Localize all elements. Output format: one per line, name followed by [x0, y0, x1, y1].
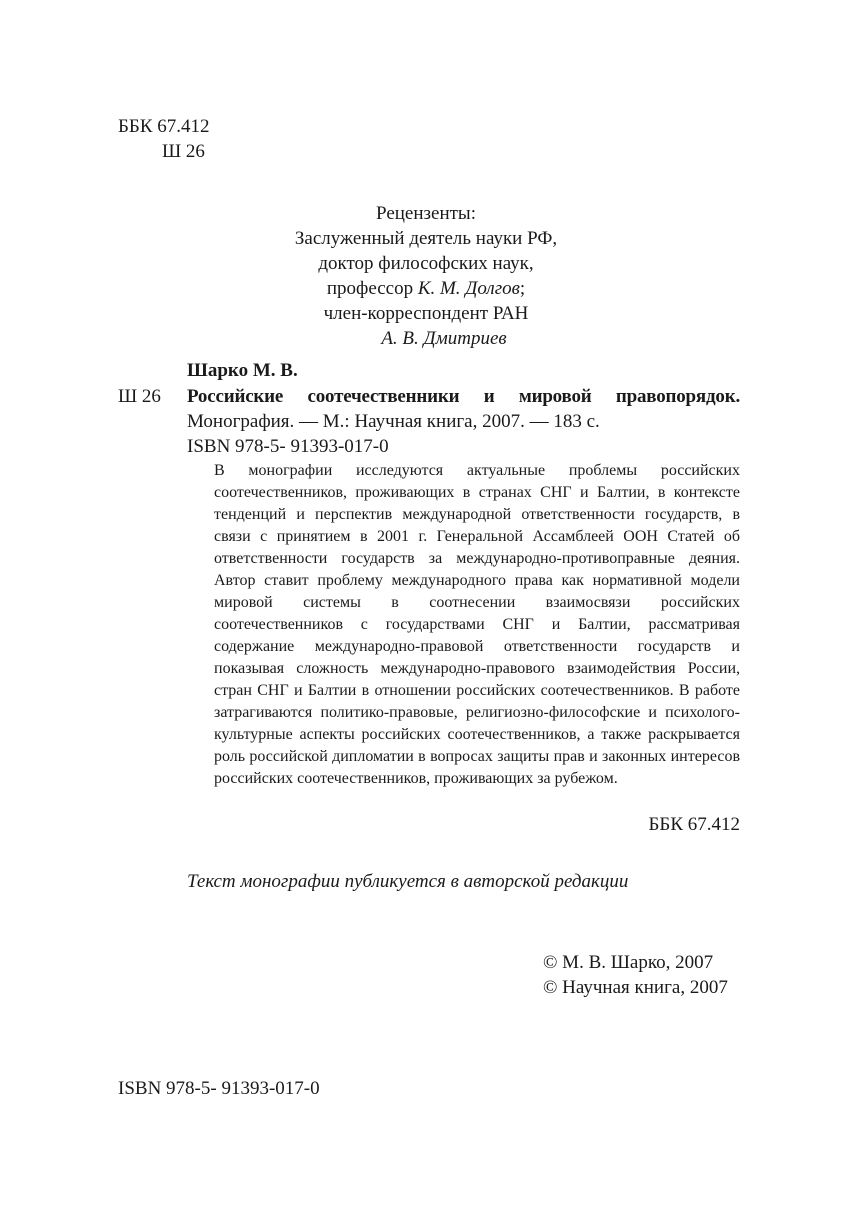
reviewer-1-prefix: профессор — [326, 278, 418, 299]
abstract: В монографии исследуются актуальные проблемы российских соотечественников, проживающих в странах СНГ и Балтии, в контексте тенденций и перспектив международной ответственности государств, в связи с принятием в 2001 г. Генеральной Ассамблеей ООН Статей об ответственности государств за международно-противоправные деяния. Автор ставит проблему международного права как нормативной модели мировой системы в соотнесении взаимосвязи российских соотечественников с государствами СНГ и Балтии, рассматривая содержание международно-правовой ответственности государств и показывая сложность международно-правового взаимодействия России, стран СНГ и Балтии в отношении российских соотечественников. В работе затрагиваются политико-правовые, религиозно-философские и психолого-культурные аспекты российских соотечественников, а также раскрывается роль российской дипломатии в вопросах защиты прав и законных интересов российских соотечественников, проживающих за рубежом. — [214, 462, 740, 787]
record-author-sign: Ш 26 — [118, 386, 161, 407]
record-isbn: ISBN 978-5- 91393-017-0 — [187, 436, 389, 457]
copyright-publisher: © Научная книга, 2007 — [543, 977, 728, 998]
record-title: Российские соотечественники и мировой правопорядок. — [187, 386, 740, 407]
copyright-block — [543, 950, 728, 1000]
bbk-index: ББК 67.412 — [118, 116, 210, 137]
record-author: Шарко М. В. — [187, 360, 298, 381]
bbk-index-right: ББК 67.412 — [648, 814, 740, 835]
reviewer-1-name: К. М. Долгов — [417, 278, 520, 299]
reviewer-title-2: доктор философских наук, — [318, 253, 534, 274]
reviewer-2-name: А. В. Дмитриев — [381, 328, 507, 349]
reviewers-block — [250, 201, 602, 351]
reviewer-title-1: Заслуженный деятель науки РФ, — [294, 228, 558, 249]
record-publication: Монография. — М.: Научная книга, 2007. — 183 с. — [187, 411, 600, 432]
author-sign: Ш 26 — [162, 141, 205, 162]
copyright-author: © М. В. Шарко, 2007 — [543, 952, 714, 973]
reviewer-title-3: член-корреспондент РАН — [323, 303, 529, 324]
record-title-block — [187, 384, 740, 459]
isbn-bottom: ISBN 978-5- 91393-017-0 — [118, 1078, 320, 1099]
bbk-block — [118, 114, 210, 164]
reviewer-1 — [250, 276, 602, 301]
reviewers-heading: Рецензенты: — [376, 203, 476, 224]
reviewer-1-suffix: ; — [519, 278, 526, 299]
publication-note: Текст монографии публикуется в авторской редакции — [187, 871, 629, 892]
